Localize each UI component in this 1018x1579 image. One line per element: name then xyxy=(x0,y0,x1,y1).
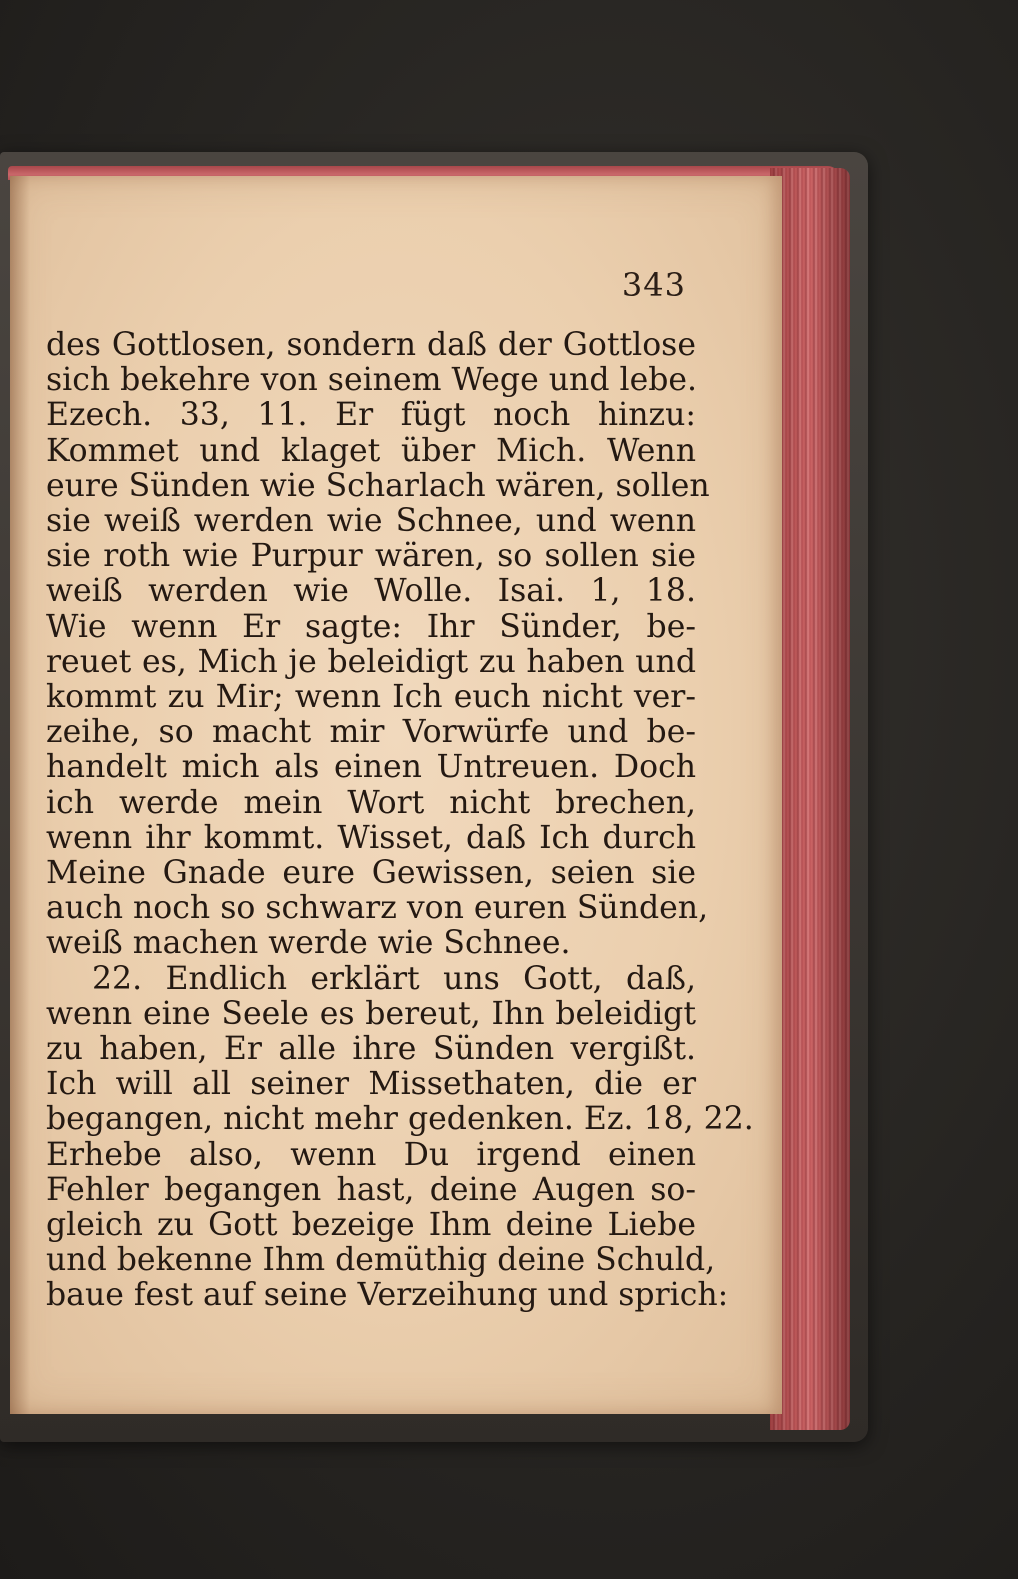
text-line: kommt zu Mir; wenn Ich euch nicht ver- xyxy=(46,679,696,716)
text-line: 22. Endlich erklärt uns Gott, daß, xyxy=(92,960,696,997)
page-gutter xyxy=(10,176,30,1414)
text-line: auch noch so schwarz von euren Sünden, xyxy=(46,890,709,927)
text-line: Kommet und klaget über Mich. Wenn xyxy=(46,432,696,469)
text-line: Ich will all seiner Missethaten, die er xyxy=(46,1066,696,1103)
text-line: weiß werden wie Wolle. Isai. 1, 18. xyxy=(46,573,696,610)
page-number: 343 xyxy=(621,266,686,304)
text-line: zu haben, Er alle ihre Sünden vergißt. xyxy=(46,1031,696,1068)
page-edges xyxy=(770,168,850,1430)
text-line: Erhebe also, wenn Du irgend einen xyxy=(46,1136,696,1173)
text-line: eure Sünden wie Scharlach wären, sollen xyxy=(46,467,710,504)
text-line: baue fest auf seine Verzeihung und sprich: xyxy=(46,1277,729,1314)
text-line: handelt mich als einen Untreuen. Doch xyxy=(46,749,696,786)
page-text xyxy=(46,327,754,1314)
text-line: Fehler begangen hast, deine Augen so- xyxy=(46,1171,696,1208)
text-line: zeihe, so macht mir Vorwürfe und be- xyxy=(46,714,696,751)
text-line: und bekenne Ihm demüthig deine Schuld, xyxy=(46,1242,716,1279)
text-line: wenn ihr kommt. Wisset, daß Ich durch xyxy=(46,819,696,856)
text-line: begangen, nicht mehr gedenken. Ez. 18, 22. xyxy=(46,1101,754,1138)
book-page xyxy=(10,176,782,1414)
text-line: reuet es, Mich je beleidigt zu haben und xyxy=(46,643,696,680)
text-line: gleich zu Gott bezeige Ihm deine Liebe xyxy=(46,1207,696,1244)
text-line: weiß machen werde wie Schnee. xyxy=(46,925,571,962)
text-line: ich werde mein Wort nicht brechen, xyxy=(46,784,696,821)
text-line: Ezech. 33, 11. Er fügt noch hinzu: xyxy=(46,397,696,434)
text-line: Wie wenn Er sagte: Ihr Sünder, be- xyxy=(46,608,696,645)
text-line: Meine Gnade eure Gewissen, seien sie xyxy=(46,855,696,892)
text-line: des Gottlosen, sondern daß der Gottlose xyxy=(46,327,696,363)
text-line: sie weiß werden wie Schnee, und wenn xyxy=(46,503,696,540)
text-line: wenn eine Seele es bereut, Ihn beleidigt xyxy=(46,995,696,1032)
text-line: sich bekehre von seinem Wege und lebe. xyxy=(46,362,698,399)
text-line: sie roth wie Purpur wären, so sollen sie xyxy=(46,538,696,575)
